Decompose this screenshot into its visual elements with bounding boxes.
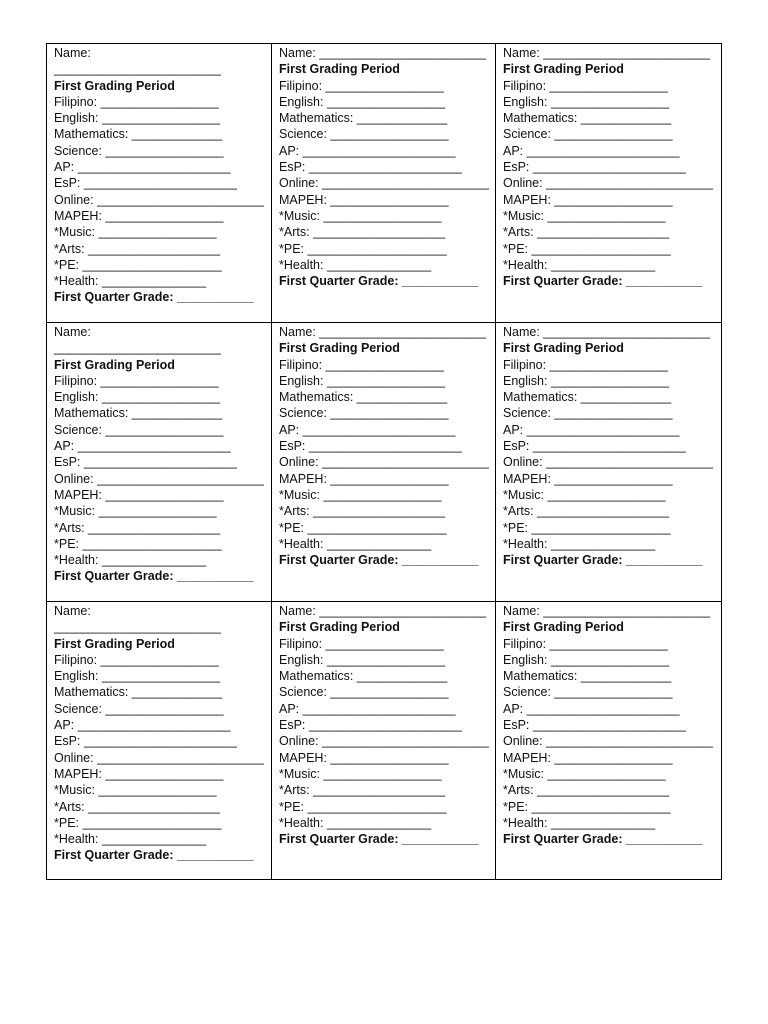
subject-field-pe: *PE: ____________________ [54, 536, 222, 551]
subject-field-ap: AP: ______________________ [279, 701, 456, 716]
quarter-grade-field: First Quarter Grade: ___________ [54, 569, 254, 584]
subject-field-filipino: Filipino: _________________ [503, 357, 668, 372]
subject-field-health: *Health: _______________ [279, 257, 432, 272]
subject-field-science: Science: _________________ [503, 685, 673, 700]
subject-field-mathematics: Mathematics: _____________ [503, 111, 672, 126]
subject-field-pe: *PE: ____________________ [279, 241, 447, 256]
subject-field-mapeh: MAPEH: _________________ [279, 471, 449, 486]
subject-field-ap: AP: ______________________ [54, 718, 231, 733]
subject-field-mapeh: MAPEH: _________________ [54, 766, 224, 781]
subject-field-online: Online: ________________________ [279, 176, 489, 191]
subject-field-filipino: Filipino: _________________ [503, 636, 668, 651]
subject-field-online: Online: ________________________ [279, 734, 489, 749]
subject-field-esp: EsP: ______________________ [279, 439, 462, 454]
subject-field-english: English: _________________ [54, 669, 221, 684]
subject-field-online: Online: ________________________ [503, 734, 713, 749]
grading-period-heading: First Grading Period [279, 341, 400, 356]
grading-period-heading: First Grading Period [54, 78, 175, 93]
subject-field-arts: *Arts: ___________________ [503, 225, 670, 240]
subject-field-mapeh: MAPEH: _________________ [54, 208, 224, 223]
subject-field-english: English: _________________ [503, 373, 670, 388]
subject-field-filipino: Filipino: _________________ [279, 78, 444, 93]
subject-field-pe: *PE: ____________________ [279, 520, 447, 535]
subject-field-science: Science: _________________ [279, 406, 449, 421]
subject-field-science: Science: _________________ [503, 127, 673, 142]
subject-field-filipino: Filipino: _________________ [279, 636, 444, 651]
subject-field-ap: AP: ______________________ [503, 701, 680, 716]
subject-field-esp: EsP: ______________________ [503, 439, 686, 454]
subject-field-filipino: Filipino: _________________ [54, 94, 219, 109]
subject-field-health: *Health: _______________ [54, 274, 207, 289]
subject-field-esp: EsP: ______________________ [279, 160, 462, 175]
name-blank-line: ________________________ [54, 620, 221, 635]
subject-field-filipino: Filipino: _________________ [54, 652, 219, 667]
grade-card [496, 44, 721, 323]
grade-card [47, 44, 272, 323]
subject-field-health: *Health: _______________ [503, 257, 656, 272]
grade-card [272, 44, 496, 323]
subject-field-arts: *Arts: ___________________ [503, 504, 670, 519]
subject-field-science: Science: _________________ [503, 406, 673, 421]
grading-period-heading: First Grading Period [503, 620, 624, 635]
subject-field-arts: *Arts: ___________________ [503, 783, 670, 798]
subject-field-mapeh: MAPEH: _________________ [503, 192, 673, 207]
name-field-label: Name: ________________________ [279, 46, 487, 60]
grade-card [272, 323, 496, 602]
subject-field-online: Online: ________________________ [54, 471, 264, 486]
subject-field-online: Online: ________________________ [54, 750, 264, 765]
subject-field-online: Online: ________________________ [54, 192, 264, 207]
subject-field-music: *Music: _________________ [54, 225, 217, 240]
subject-field-mathematics: Mathematics: _____________ [54, 127, 223, 142]
subject-field-esp: EsP: ______________________ [54, 734, 237, 749]
subject-field-music: *Music: _________________ [503, 766, 666, 781]
grade-card [496, 602, 721, 879]
subject-field-esp: EsP: ______________________ [279, 718, 462, 733]
subject-field-arts: *Arts: ___________________ [279, 504, 446, 519]
quarter-grade-field: First Quarter Grade: ___________ [503, 274, 703, 289]
name-blank-line: ________________________ [54, 341, 221, 356]
subject-field-pe: *PE: ____________________ [54, 815, 222, 830]
subject-field-mapeh: MAPEH: _________________ [503, 471, 673, 486]
quarter-grade-field: First Quarter Grade: ___________ [503, 832, 703, 847]
subject-field-esp: EsP: ______________________ [503, 160, 686, 175]
subject-field-music: *Music: _________________ [279, 766, 442, 781]
subject-field-filipino: Filipino: _________________ [54, 373, 219, 388]
subject-field-esp: EsP: ______________________ [54, 176, 237, 191]
subject-field-ap: AP: ______________________ [503, 422, 680, 437]
subject-field-arts: *Arts: ___________________ [279, 783, 446, 798]
subject-field-mapeh: MAPEH: _________________ [279, 750, 449, 765]
grade-card [47, 323, 272, 602]
grade-card [496, 323, 721, 602]
subject-field-online: Online: ________________________ [503, 176, 713, 191]
subject-field-esp: EsP: ______________________ [54, 455, 237, 470]
grading-period-heading: First Grading Period [54, 357, 175, 372]
subject-field-pe: *PE: ____________________ [279, 799, 447, 814]
quarter-grade-field: First Quarter Grade: ___________ [279, 274, 479, 289]
grade-card [272, 602, 496, 879]
subject-field-pe: *PE: ____________________ [503, 520, 671, 535]
subject-field-mathematics: Mathematics: _____________ [54, 685, 223, 700]
subject-field-science: Science: _________________ [54, 143, 224, 158]
subject-field-online: Online: ________________________ [279, 455, 489, 470]
quarter-grade-field: First Quarter Grade: ___________ [54, 290, 254, 305]
subject-field-science: Science: _________________ [54, 422, 224, 437]
name-field-label: Name: [54, 604, 91, 618]
subject-field-filipino: Filipino: _________________ [503, 78, 668, 93]
subject-field-english: English: _________________ [54, 390, 221, 405]
grading-period-heading: First Grading Period [279, 62, 400, 77]
subject-field-ap: AP: ______________________ [54, 160, 231, 175]
subject-field-filipino: Filipino: _________________ [279, 357, 444, 372]
subject-field-mathematics: Mathematics: _____________ [503, 669, 672, 684]
subject-field-arts: *Arts: ___________________ [54, 241, 221, 256]
subject-field-english: English: _________________ [279, 373, 446, 388]
name-field-label: Name: ________________________ [503, 46, 711, 60]
quarter-grade-field: First Quarter Grade: ___________ [279, 553, 479, 568]
subject-field-science: Science: _________________ [279, 685, 449, 700]
grading-period-heading: First Grading Period [279, 620, 400, 635]
subject-field-ap: AP: ______________________ [279, 143, 456, 158]
subject-field-health: *Health: _______________ [503, 536, 656, 551]
subject-field-esp: EsP: ______________________ [503, 718, 686, 733]
subject-field-english: English: _________________ [279, 652, 446, 667]
subject-field-english: English: _________________ [54, 111, 221, 126]
quarter-grade-field: First Quarter Grade: ___________ [54, 848, 254, 863]
grading-period-heading: First Grading Period [503, 62, 624, 77]
subject-field-health: *Health: _______________ [279, 815, 432, 830]
subject-field-mapeh: MAPEH: _________________ [279, 192, 449, 207]
subject-field-mathematics: Mathematics: _____________ [279, 390, 448, 405]
subject-field-english: English: _________________ [279, 94, 446, 109]
quarter-grade-field: First Quarter Grade: ___________ [279, 832, 479, 847]
subject-field-mathematics: Mathematics: _____________ [503, 390, 672, 405]
subject-field-arts: *Arts: ___________________ [54, 799, 221, 814]
subject-field-music: *Music: _________________ [54, 504, 217, 519]
name-field-label: Name: [54, 46, 91, 60]
subject-field-music: *Music: _________________ [503, 487, 666, 502]
subject-field-ap: AP: ______________________ [503, 143, 680, 158]
grading-period-heading: First Grading Period [54, 636, 175, 651]
subject-field-pe: *PE: ____________________ [54, 257, 222, 272]
subject-field-music: *Music: _________________ [279, 487, 442, 502]
subject-field-english: English: _________________ [503, 94, 670, 109]
grade-card [47, 602, 272, 879]
subject-field-arts: *Arts: ___________________ [279, 225, 446, 240]
name-field-label: Name: ________________________ [279, 325, 487, 339]
subject-field-mapeh: MAPEH: _________________ [503, 750, 673, 765]
grade-card-grid [46, 43, 722, 880]
subject-field-ap: AP: ______________________ [54, 439, 231, 454]
subject-field-health: *Health: _______________ [54, 832, 207, 847]
subject-field-science: Science: _________________ [279, 127, 449, 142]
subject-field-online: Online: ________________________ [503, 455, 713, 470]
name-field-label: Name: ________________________ [503, 604, 711, 618]
subject-field-mathematics: Mathematics: _____________ [279, 669, 448, 684]
subject-field-music: *Music: _________________ [54, 783, 217, 798]
subject-field-health: *Health: _______________ [503, 815, 656, 830]
subject-field-mathematics: Mathematics: _____________ [279, 111, 448, 126]
subject-field-music: *Music: _________________ [279, 208, 442, 223]
grading-period-heading: First Grading Period [503, 341, 624, 356]
name-blank-line: ________________________ [54, 62, 221, 77]
subject-field-pe: *PE: ____________________ [503, 241, 671, 256]
subject-field-health: *Health: _______________ [54, 553, 207, 568]
subject-field-pe: *PE: ____________________ [503, 799, 671, 814]
subject-field-ap: AP: ______________________ [279, 422, 456, 437]
name-field-label: Name: ________________________ [503, 325, 711, 339]
subject-field-mapeh: MAPEH: _________________ [54, 487, 224, 502]
subject-field-health: *Health: _______________ [279, 536, 432, 551]
name-field-label: Name: ________________________ [279, 604, 487, 618]
subject-field-science: Science: _________________ [54, 701, 224, 716]
subject-field-english: English: _________________ [503, 652, 670, 667]
subject-field-arts: *Arts: ___________________ [54, 520, 221, 535]
quarter-grade-field: First Quarter Grade: ___________ [503, 553, 703, 568]
name-field-label: Name: [54, 325, 91, 339]
subject-field-music: *Music: _________________ [503, 208, 666, 223]
subject-field-mathematics: Mathematics: _____________ [54, 406, 223, 421]
